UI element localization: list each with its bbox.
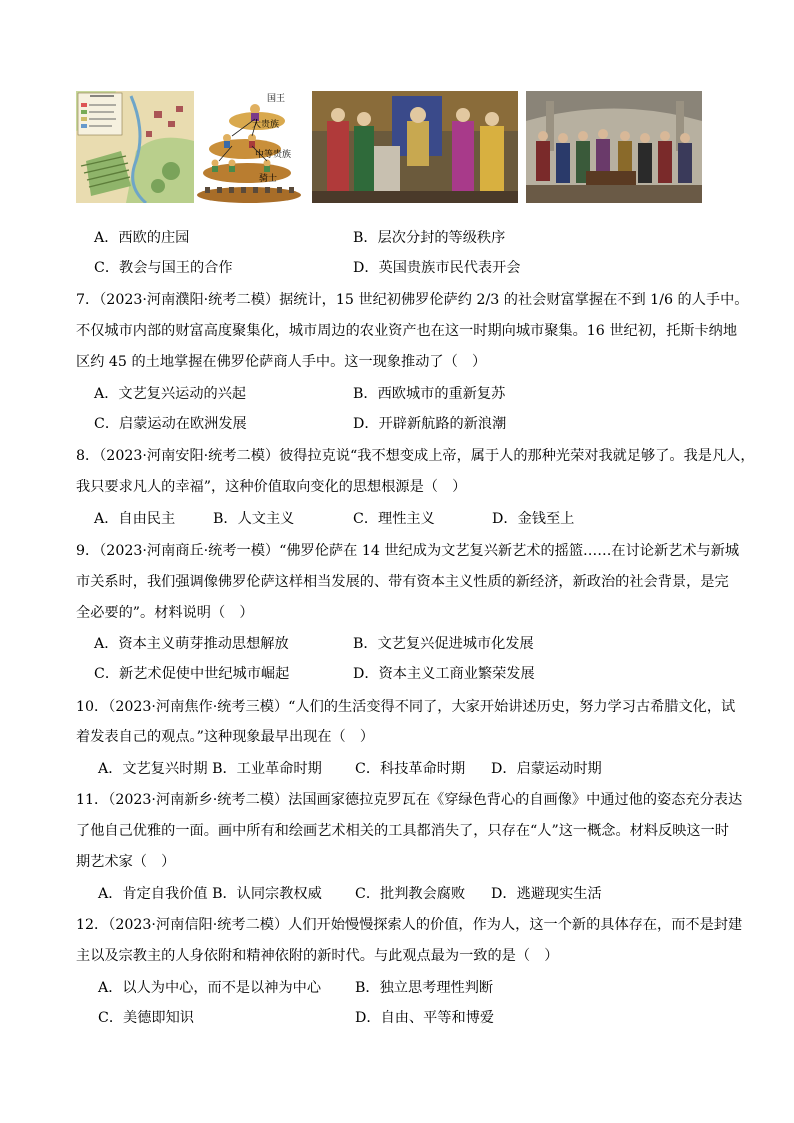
q8-option-b: B．人文主义 — [213, 511, 295, 527]
q10-stem-line-1: 10．（2023·河南焦作·统考三模）“人们的生活变得不同了，大家开始讲述历史，努力学习古希腊文化，试 — [76, 699, 736, 715]
label-knight: 骑士 — [259, 174, 278, 184]
q8-option-a: A．自由民主 — [94, 511, 176, 527]
q7-option-d: D．开辟新航路的新浪潮 — [353, 416, 507, 432]
q8-option-c: C．理性主义 — [353, 511, 435, 527]
q12-option-b: B．独立思考理性判断 — [355, 980, 494, 996]
q7-stem-line-2: 不仅城市内部的财富高度聚集化，城市周边的农业资产也在这一时期向城市聚集。16 世纪初，托斯卡纳地 — [76, 323, 738, 339]
feudal-hierarchy-pyramid-image — [197, 91, 304, 203]
q11-option-c: C．批判教会腐败 — [355, 886, 466, 902]
medieval-manor-map-image — [76, 91, 194, 203]
church-king-painting-image — [312, 91, 518, 203]
q11-stem-line-2: 了他自己优雅的一面。画中所有和绘画艺术相关的工具都消失了，只存在“人”这一概念。材料反映这一时 — [76, 823, 729, 839]
q11-stem-line-3: 期艺术家（ ） — [76, 854, 176, 870]
q12-option-a: A．以人为中心，而不是以神为中心 — [98, 980, 322, 996]
q9-stem-line-1: 9．（2023·河南商丘·统考一模）“佛罗伦萨在 14 世纪成为文艺复兴新艺术的摇篮……在讨论新艺术与新城 — [76, 543, 740, 559]
q9-stem-line-3: 全必要的”。材料说明（ ） — [76, 605, 254, 621]
q11-stem-line-1: 11．（2023·河南新乡·统考二模）法国画家德拉克罗瓦在《穿绿色背心的自画像》中通过他的姿态充分表达 — [76, 792, 743, 808]
q10-option-d: D．启蒙运动时期 — [491, 761, 602, 777]
q12-stem-line-2: 主以及宗教主的人身依附和精神依附的新时代。与此观点最为一致的是（ ） — [76, 948, 559, 964]
q6-option-a: A．西欧的庄园 — [94, 230, 190, 246]
q6-option-d: D．英国贵族市民代表开会 — [353, 260, 521, 276]
parliament-meeting-painting-image — [526, 91, 702, 203]
q7-option-b: B．西欧城市的重新复苏 — [353, 386, 506, 402]
q10-option-ab: A．文艺复兴时期 B．工业革命时期 — [98, 761, 322, 777]
q9-stem-line-2: 市关系时，我们强调像佛罗伦萨这样相当发展的、带有资本主义性质的新经济，新政治的社会背景，是完 — [76, 574, 729, 590]
q8-stem-line-1: 8．（2023·河南安阳·统考二模）彼得拉克说“我不想变成上帝，属于人的那种光荣对我就足够了。我是凡人， — [76, 448, 755, 464]
q12-option-c: C．美德即知识 — [98, 1010, 194, 1026]
q9-option-a: A．资本主义萌芽推动思想解放 — [94, 636, 289, 652]
q6-option-b: B．层次分封的等级秩序 — [353, 230, 506, 246]
q9-option-d: D．资本主义工商业繁荣发展 — [353, 666, 535, 682]
q11-option-d: D．逃避现实生活 — [491, 886, 602, 902]
q7-option-c: C．启蒙运动在欧洲发展 — [94, 416, 247, 432]
q9-option-b: B．文艺复兴促进城市化发展 — [353, 636, 534, 652]
label-great-noble: 大贵族 — [252, 120, 280, 130]
label-middle-noble: 中等贵族 — [255, 150, 292, 160]
q7-stem-line-3: 区约 45 的土地掌握在佛罗伦萨商人手中。这一现象推动了（ ） — [76, 354, 487, 370]
q7-stem-line-1: 7．（2023·河南濮阳·统考二模）据统计，15 世纪初佛罗伦萨约 2/3 的社会财富掌握在不到 1/6 的人手中。 — [76, 292, 749, 308]
q12-option-d: D．自由、平等和博爱 — [355, 1010, 495, 1026]
q9-option-c: C．新艺术促使中世纪城市崛起 — [94, 666, 290, 682]
q7-option-a: A．文艺复兴运动的兴起 — [94, 386, 247, 402]
q10-stem-line-2: 着发表自己的观点。”这种现象最早出现在（ ） — [76, 729, 375, 745]
q12-stem-line-1: 12．（2023·河南信阳·统考二模）人们开始慢慢探索人的价值，作为人，这一个新的具体存在，而不是封建 — [76, 917, 743, 933]
q8-stem-line-2: 我只要求凡人的幸福”，这种价值取向变化的思想根源是（ ） — [76, 479, 467, 495]
q11-option-ab: A．肯定自我价值 B．认同宗教权威 — [98, 886, 322, 902]
q6-option-c: C．教会与国王的合作 — [94, 260, 233, 276]
label-king: 国王 — [267, 94, 286, 104]
q10-option-c: C．科技革命时期 — [355, 761, 466, 777]
q8-option-d: D．金钱至上 — [492, 511, 575, 527]
